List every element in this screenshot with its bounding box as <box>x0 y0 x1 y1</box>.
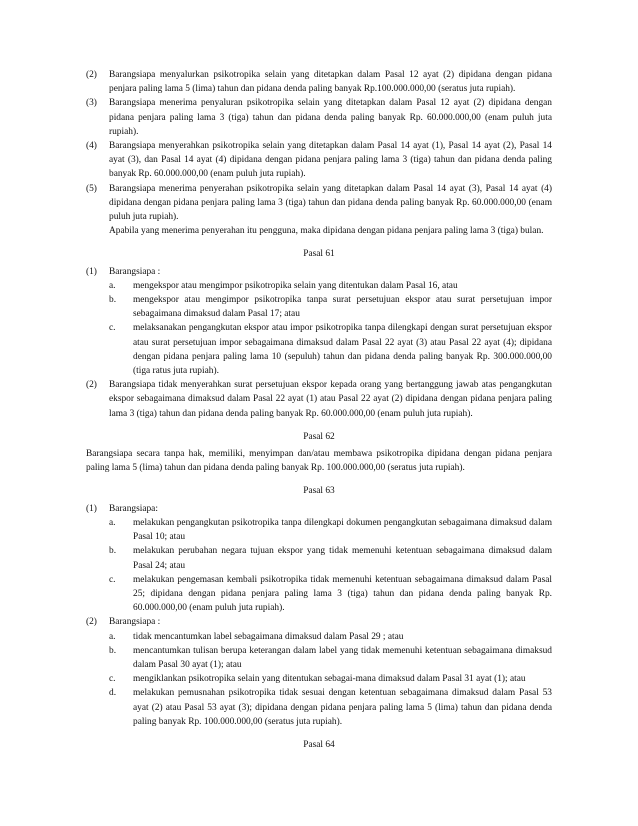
item-number: (2) <box>86 380 97 391</box>
list-item <box>86 378 552 421</box>
list-item <box>86 182 552 225</box>
item-number: (2) <box>86 70 97 80</box>
document-page <box>86 68 552 755</box>
sub-item-text: melakukan perubahan negara tujuan ekspor yang tidak memenuhi ketentuan sebagaimana dimaksud dalam Pasal 24; atau <box>133 546 552 571</box>
section-heading-pasal-61: Pasal 61 <box>303 249 335 260</box>
sub-item-letter: c. <box>109 574 116 585</box>
sub-item <box>109 293 552 321</box>
item-text: Barangsiapa menerima penyaluran psikotropika selain yang ditetapkan dalam Pasal 12 ayat (2) dipidana dengan pidana penjara paling lama 3 (tiga) tahun dan pidana denda paling banyak Rp. 60.000.000,00 (enam puluh juta rupiah). <box>109 98 552 137</box>
item-text: Barangsiapa : <box>109 266 161 277</box>
section-heading-pasal-63: Pasal 63 <box>303 486 335 497</box>
item-text: Barangsiapa menyalurkan psikotropika selain yang ditetapkan dalam Pasal 12 ayat (2) dipidana dengan pidana penjara paling lama 5 (lima) tahun dan pidana denda paling banyak Rp.100.000.000,00 (seratus juta rupiah). <box>109 70 552 95</box>
section-heading-pasal-62: Pasal 62 <box>303 431 335 442</box>
sub-item <box>109 279 552 293</box>
sub-item-letter: b. <box>109 295 117 306</box>
list-item <box>86 139 552 182</box>
paragraph: Barangsiapa secara tanpa hak, memiliki, menyimpan dan/atau membawa psikotropika dipidana dengan pidana penjara paling lama 5 (lima) tahun dan pidana denda paling banyak Rp. 100.000.000,00 (seratus juta rupiah). <box>86 449 552 474</box>
sub-item-text: melaksanakan pengangkutan ekspor atau impor psikotropika tanpa dilengkapi dengan surat persetujuan ekspor atau surat persetujuan impor sebagaimana dimaksud dalam Pasal 22 ayat (3) atau Pasal 22 ayat (4); dipidana dengan pidana penjara paling lama 10 (sepuluh) tahun dan pidana denda paling banyak Rp. 300.000.000,00 (tiga ratus juta rupiah). <box>133 323 552 377</box>
item-text: Barangsiapa menerima penyerahan psikotropika selain yang ditetapkan dalam Pasal 14 ayat (3), Pasal 14 ayat (4) dipidana dengan pidana penjara paling lama 3 (tiga) tahun dan pidana denda paling banyak Rp. 60.000.000,00 (enam puluh juta rupiah). <box>109 183 552 223</box>
sub-item <box>109 573 552 616</box>
sub-item-text: mengekspor atau mengimpor psikotropika tanpa surat persetujuan ekspor atau surat persetujuan impor sebagaimana dimaksud dalam Pasal 17; atau <box>133 295 552 320</box>
sub-item-letter: b. <box>109 645 117 656</box>
sub-item <box>109 321 552 378</box>
sub-item-text: mengiklankan psikotropika selain yang ditentukan sebagai-mana dimaksud dalam Pasal 31 ayat (1); atau <box>133 674 526 685</box>
list-item <box>86 265 552 279</box>
sub-item-text: melakukan pemusnahan psikotropika tidak sesuai dengan ketentuan sebagaimana dimaksud dalam Pasal 53 ayat (2) atau Pasal 53 ayat (3); dipidana dengan pidana penjara paling lama 5 (lima) tahun dan pidana denda paling banyak Rp. 100.000.000,00 (seratus juta rupiah). <box>133 688 552 727</box>
sub-item <box>109 644 552 672</box>
sub-item-letter: d. <box>109 688 117 699</box>
item-text: Barangsiapa: <box>109 503 158 514</box>
sub-item-letter: b. <box>109 546 117 557</box>
item-text: Barangsiapa : <box>109 617 161 628</box>
sub-item-letter: c. <box>109 674 116 685</box>
list-item <box>86 502 552 516</box>
sub-item <box>109 544 552 572</box>
sub-item-text: mencantumkan tulisan berupa keterangan dalam label yang tidak memenuhi ketentuan sebagaimana dimaksud dalam Pasal 30 ayat (1); atau <box>133 645 552 670</box>
sub-item-text: mengekspor atau mengimpor psikotropika selain yang ditentukan dalam Pasal 16, atau <box>133 280 458 291</box>
sub-item-text: melakukan pengemasan kembali psikotropika tidak memenuhi ketentuan sebagaimana dimaksud dalam Pasal 25; dipidana dengan pidana penjara paling lama 3 (tiga) tahun dan pidana denda paling banyak Rp. 60.000.000,00 (enam puluh juta rupiah). <box>133 574 552 614</box>
sub-item <box>109 516 552 544</box>
item-number: (1) <box>86 503 97 514</box>
list-item <box>86 68 552 96</box>
list-item <box>86 615 552 629</box>
sub-item-text: melakukan pengangkutan psikotropika tanpa dilengkapi dokumen pengangkutan sebagaimana dimaksud dalam Pasal 10; atau <box>133 517 552 543</box>
item-number: (2) <box>86 617 97 628</box>
section-heading-pasal-64: Pasal 64 <box>303 739 335 750</box>
item-number: (4) <box>86 141 97 152</box>
penalty-note: Apabila yang menerima penyerahan itu pengguna, maka dipidana dengan pidana penjara paling lama 3 (tiga) bulan. <box>109 226 544 237</box>
sub-item <box>109 686 552 729</box>
item-text: Barangsiapa tidak menyerahkan surat persetujuan ekspor kepada orang yang bertanggung jawab atas pengangkutan ekspor sebagaimana dimaksud dalam Pasal 22 ayat (1) atau Pasal 22 ayat (2) dipidana dengan pidana penjara paling lama 3 (tiga) tahun dan pidana denda paling banyak Rp. 60.000.000,00 (enam puluh juta rupiah). <box>109 380 552 419</box>
sub-item <box>109 630 552 644</box>
item-number: (5) <box>86 183 97 194</box>
sub-item-letter: a. <box>109 631 116 642</box>
item-number: (3) <box>86 98 97 109</box>
sub-item-letter: a. <box>109 280 116 291</box>
item-number: (1) <box>86 266 97 277</box>
sub-item-text: tidak mencantumkan label sebagaimana dimaksud dalam Pasal 29 ; atau <box>133 631 404 642</box>
sub-item-letter: a. <box>109 517 116 528</box>
item-text: Barangsiapa menyerahkan psikotropika selain yang ditetapkan dalam Pasal 14 ayat (1), Pasal 14 ayat (2), Pasal 14 ayat (3), dan Pasal 14 ayat (4) dipidana dengan pidana penjara paling lama 3 (tiga) tahun dan pidana denda paling banyak Rp. 60.000.000,00 (enam puluh juta rupiah). <box>109 141 552 180</box>
sub-item-letter: c. <box>109 323 116 334</box>
list-item <box>86 96 552 139</box>
sub-item <box>109 672 552 686</box>
